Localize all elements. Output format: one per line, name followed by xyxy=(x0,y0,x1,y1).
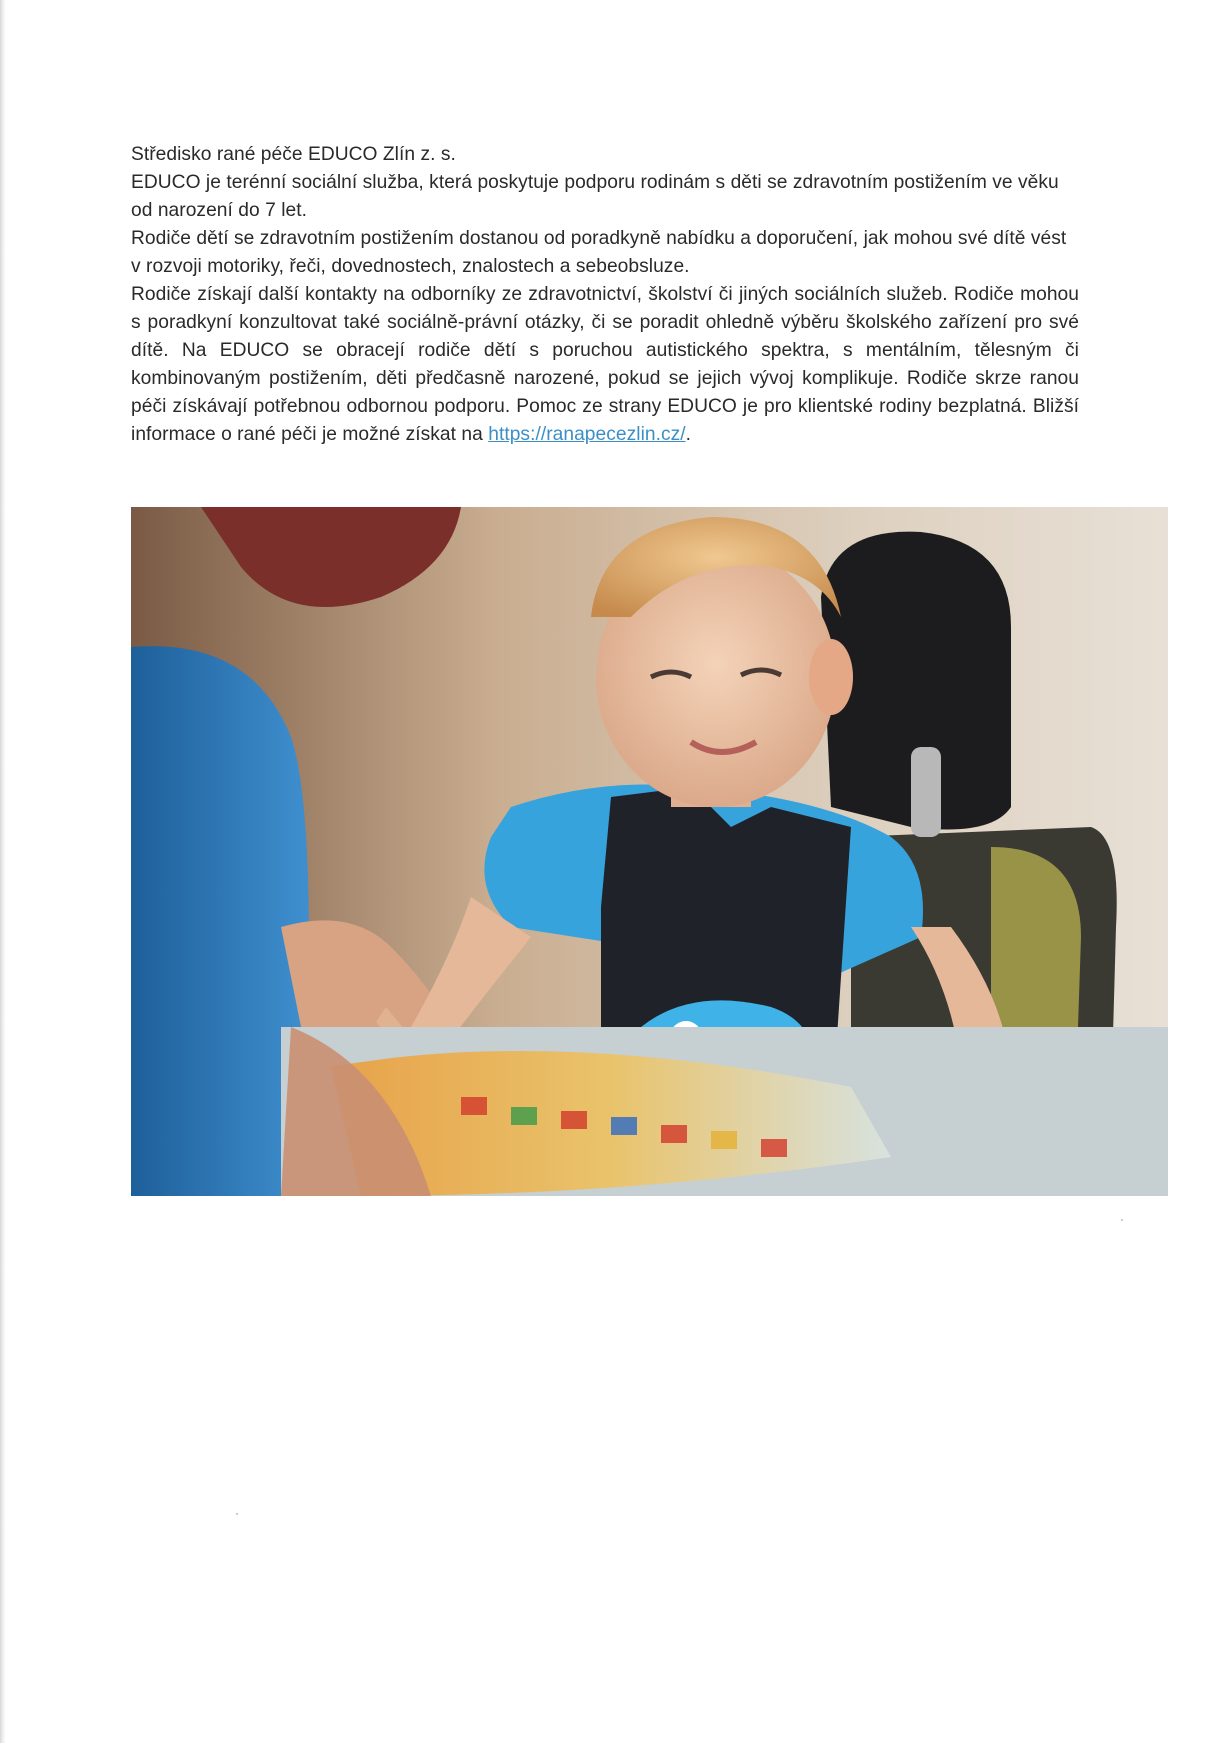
paragraph-parents-advice: Rodiče dětí se zdravotním postižením dostanou od poradkyně nabídku a doporučení, jak mohou své dítě vést v rozvoji motoriky, řeči, dovednostech, znalostech a sebeobsluze. xyxy=(131,228,1067,277)
scan-speck xyxy=(1121,1219,1123,1221)
paragraph-contacts xyxy=(131,281,1079,449)
document-text xyxy=(131,141,1079,449)
website-link[interactable]: https://ranapecezlin.cz/ xyxy=(488,424,686,445)
link-suffix: . xyxy=(685,424,692,445)
scan-speck xyxy=(236,1513,238,1515)
paragraph-contacts-text: Rodiče získají další kontakty na odborníky ze zdravotnictví, školství či jiných sociálních služeb. Rodiče mohou s poradkyní konzultovat také sociálně-právní otázky, či se poradit ohledně výběru školského zařízení pro své dítě. Na EDUCO se obracejí rodiče dětí s poruchou autistického spektra, s mentálním, tělesným či kombinovaným postižením, děti předčasně narozené, pokud se jejich vývoj komplikuje. Rodiče skrze ranou péči získávají potřebnou odbornou podporu. Pomoc ze strany EDUCO je pro klientské rodiny bezplatná. Bližší informace o rané péči je možné získat na xyxy=(131,284,1079,445)
scan-edge xyxy=(0,0,6,1743)
document-heading: Středisko rané péče EDUCO Zlín z. s. xyxy=(131,144,456,165)
photo-child-with-counselor xyxy=(131,507,1168,1196)
photo-illustration xyxy=(131,507,1168,1196)
paragraph-intro: EDUCO je terénní sociální služba, která poskytuje podporu rodinám s děti se zdravotním postižením ve věku od narození do 7 let. xyxy=(131,172,1059,221)
